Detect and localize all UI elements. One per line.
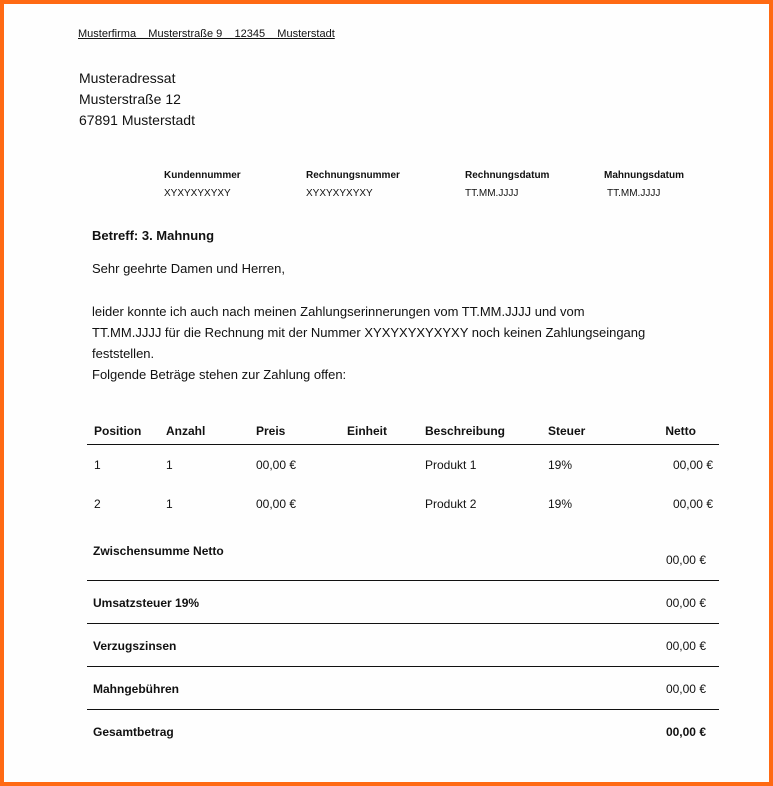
recipient-street: Musterstraße 12 [79, 91, 181, 107]
row-net: 00,00 € [672, 497, 713, 511]
salutation: Sehr geehrte Damen und Herren, [92, 261, 285, 276]
table-row [87, 458, 719, 478]
vat-value: 00,00 € [665, 596, 706, 610]
items-table-header [87, 422, 719, 445]
fees-value: 00,00 € [665, 682, 706, 696]
subtotal-label: Zwischensumme Netto [93, 544, 224, 558]
header-price: Preis [256, 424, 286, 438]
invoice-number-block [306, 167, 400, 203]
summary-divider [87, 709, 719, 710]
subtotal-value: 00,00 € [665, 553, 706, 567]
header-tax: Steuer [548, 424, 586, 438]
total-label: Gesamtbetrag [93, 725, 174, 739]
reminder-date-block [604, 167, 684, 203]
header-description: Beschreibung [425, 424, 506, 438]
row-description: Produkt 2 [425, 497, 477, 511]
recipient-address [79, 68, 195, 131]
body-line-2: TT.MM.JJJJ für die Rechnung mit der Nummer XYXYXYXYXYXY noch keinen Zahlungseingang [92, 325, 646, 340]
recipient-city: 67891 Musterstadt [79, 112, 195, 128]
row-tax: 19% [548, 497, 573, 511]
summary-divider [87, 623, 719, 624]
body-line-1: leider konnte ich auch nach meinen Zahlungserinnerungen vom TT.MM.JJJJ und vom [92, 304, 585, 319]
invoice-number-label: Rechnungsnummer [306, 170, 400, 181]
header-unit: Einheit [347, 424, 388, 438]
body-line-4: Folgende Beträge stehen zur Zahlung offen: [92, 367, 347, 382]
recipient-name: Musteradressat [79, 70, 176, 86]
customer-number-block [164, 167, 241, 203]
row-net: 00,00 € [672, 458, 713, 472]
interest-label: Verzugszinsen [93, 639, 177, 653]
interest-value: 00,00 € [665, 639, 706, 653]
row-tax: 19% [548, 458, 573, 472]
table-row [87, 497, 719, 517]
header-count: Anzahl [166, 424, 206, 438]
summary-divider [87, 580, 719, 581]
total-value: 00,00 € [665, 725, 706, 739]
header-position: Position [94, 424, 142, 438]
sender-address-line: Musterfirma Musterstraße 9 12345 Musterstadt [78, 28, 335, 40]
row-count: 1 [166, 458, 173, 472]
customer-number-label: Kundennummer [164, 170, 241, 181]
summary-divider [87, 666, 719, 667]
reminder-date-value: TT.MM.JJJJ [607, 188, 661, 199]
letter-body [92, 301, 722, 385]
invoice-number-value: XYXYXYXYXY [306, 188, 373, 199]
customer-number-value: XYXYXYXYXY [164, 188, 231, 199]
invoice-date-value: TT.MM.JJJJ [465, 188, 519, 199]
row-price: 00,00 € [256, 458, 297, 472]
reminder-date-label: Mahnungsdatum [604, 170, 684, 181]
row-count: 1 [166, 497, 173, 511]
row-position: 1 [94, 458, 101, 472]
invoice-date-block [465, 167, 549, 203]
fees-label: Mahngebühren [93, 682, 179, 696]
header-net: Netto [665, 424, 696, 438]
invoice-date-label: Rechnungsdatum [465, 170, 550, 181]
body-line-3: feststellen. [92, 346, 155, 361]
subject-line: Betreff: 3. Mahnung [92, 228, 215, 243]
vat-label: Umsatzsteuer 19% [93, 596, 200, 610]
row-description: Produkt 1 [425, 458, 477, 472]
row-position: 2 [94, 497, 101, 511]
row-price: 00,00 € [256, 497, 297, 511]
